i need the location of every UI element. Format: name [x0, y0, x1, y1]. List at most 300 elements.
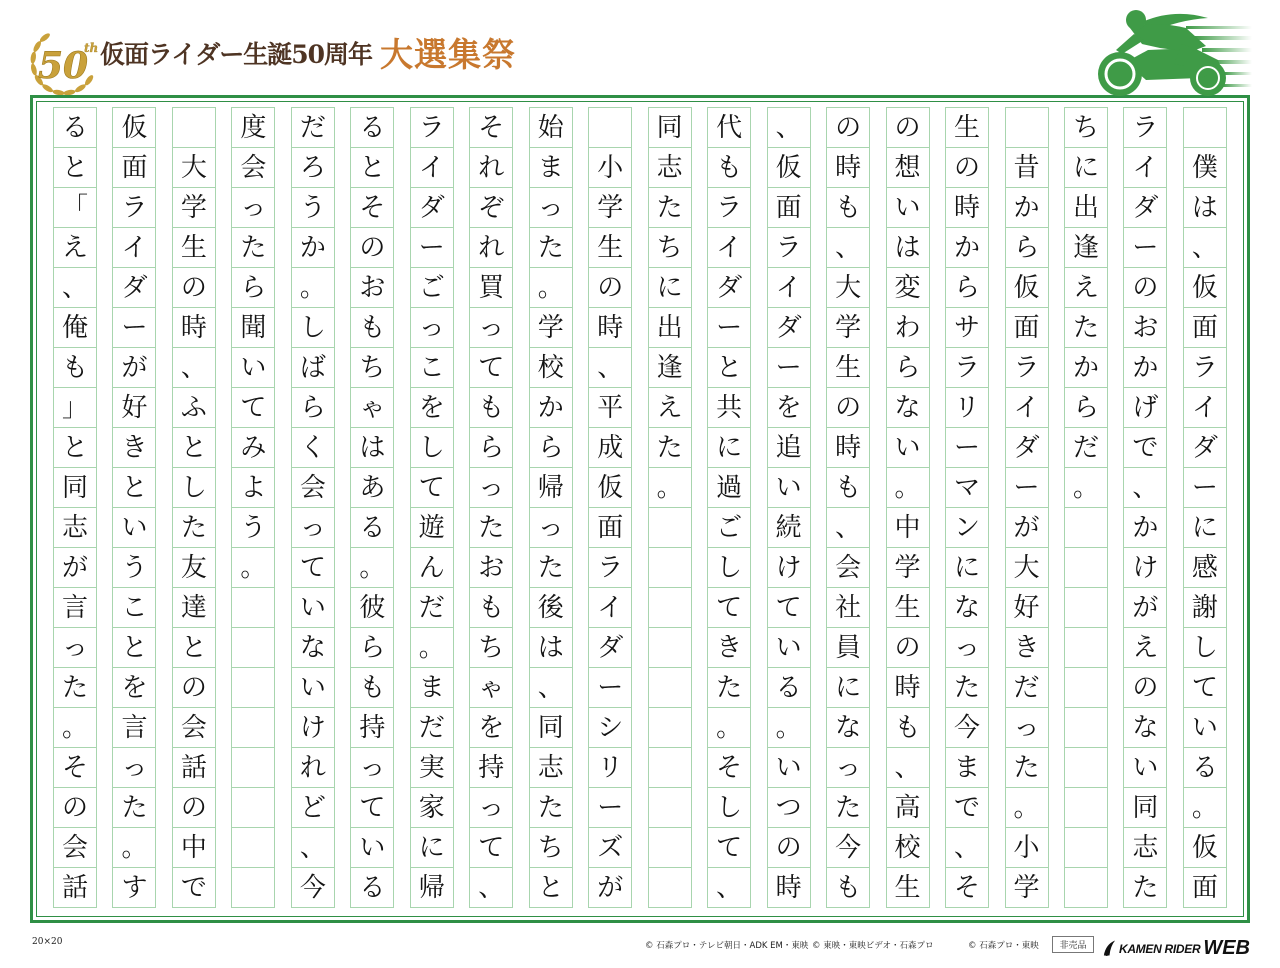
manuscript-cell: マ	[946, 468, 988, 508]
manuscript-cell: 」	[54, 388, 96, 428]
manuscript-cell: く	[292, 428, 334, 468]
manuscript-cell: ダ	[1006, 428, 1048, 468]
manuscript-cell: た	[827, 788, 869, 828]
manuscript-cell: 代	[708, 108, 750, 148]
manuscript-cell: で	[1124, 428, 1166, 468]
manuscript-cell: ラ	[946, 348, 988, 388]
manuscript-cell: い	[232, 348, 274, 388]
manuscript-cell: え	[54, 228, 96, 268]
manuscript-cell: 言	[113, 708, 155, 748]
manuscript-cell: 、	[768, 108, 810, 148]
manuscript-cell: 会	[827, 548, 869, 588]
manuscript-cell: あ	[351, 468, 393, 508]
manuscript-cell: 面	[589, 508, 631, 548]
manuscript-cell: 学	[827, 308, 869, 348]
manuscript-cell: だ	[1065, 428, 1107, 468]
manuscript-cell: す	[113, 868, 155, 908]
manuscript-cell: サ	[946, 308, 988, 348]
manuscript-cell: ー	[768, 348, 810, 388]
manuscript-cell: お	[1124, 308, 1166, 348]
manuscript-cell: 逢	[649, 348, 691, 388]
manuscript-cell: ら	[232, 268, 274, 308]
manuscript-cell: 時	[887, 668, 929, 708]
manuscript-column	[231, 107, 275, 908]
manuscript-cell: 、	[589, 348, 631, 388]
manuscript-cell: 。	[1065, 468, 1107, 508]
manuscript-cell: 話	[173, 748, 215, 788]
manuscript-cell: 家	[411, 788, 453, 828]
manuscript-cell: っ	[292, 508, 334, 548]
manuscript-cell: い	[887, 188, 929, 228]
manuscript-cell	[649, 788, 691, 828]
manuscript-cell: て	[470, 828, 512, 868]
manuscript-cell: の	[173, 668, 215, 708]
manuscript-cell: で	[946, 788, 988, 828]
manuscript-cell: と	[530, 868, 572, 908]
manuscript-cell: ち	[530, 828, 572, 868]
manuscript-cell: 学	[887, 548, 929, 588]
manuscript-cell: イ	[708, 228, 750, 268]
manuscript-cell: れ	[292, 748, 334, 788]
manuscript-cell: 共	[708, 388, 750, 428]
manuscript-cell: と	[173, 428, 215, 468]
manuscript-cell: も	[351, 308, 393, 348]
manuscript-cell: え	[649, 388, 691, 428]
manuscript-cell: か	[292, 228, 334, 268]
manuscript-cell	[649, 828, 691, 868]
manuscript-cell: 。	[411, 628, 453, 668]
manuscript-cell: の	[827, 388, 869, 428]
manuscript-cell: が	[589, 868, 631, 908]
logo-number: 50	[38, 45, 89, 87]
manuscript-cell: ら	[887, 348, 929, 388]
manuscript-cell: ダ	[708, 268, 750, 308]
manuscript-cell: た	[530, 548, 572, 588]
manuscript-cell: 。	[232, 548, 274, 588]
manuscript-cell: に	[1065, 148, 1107, 188]
manuscript-cell: げ	[1124, 388, 1166, 428]
manuscript-cell: る	[768, 668, 810, 708]
manuscript-cell: た	[232, 228, 274, 268]
manuscript-cell: イ	[1184, 388, 1226, 428]
manuscript-column	[291, 107, 335, 908]
manuscript-cell: っ	[530, 508, 572, 548]
manuscript-cell: っ	[113, 748, 155, 788]
manuscript-cell	[1065, 828, 1107, 868]
manuscript-cell: 出	[649, 308, 691, 348]
manuscript-cell: ダ	[589, 628, 631, 668]
manuscript-cell: 。	[1184, 788, 1226, 828]
manuscript-cell: 会	[54, 828, 96, 868]
manuscript-cell: き	[708, 628, 750, 668]
manuscript-cell: お	[470, 548, 512, 588]
manuscript-cell: う	[232, 508, 274, 548]
manuscript-cell: っ	[470, 308, 512, 348]
manuscript-cell: か	[1065, 348, 1107, 388]
manuscript-cell: 持	[470, 748, 512, 788]
manuscript-cell: い	[1124, 748, 1166, 788]
manuscript-cell: は	[530, 628, 572, 668]
manuscript-column	[1123, 107, 1167, 908]
manuscript-cell: イ	[1124, 148, 1166, 188]
manuscript-cell: も	[470, 588, 512, 628]
manuscript-cell: 面	[768, 188, 810, 228]
manuscript-cell: っ	[530, 188, 572, 228]
manuscript-cell	[232, 708, 274, 748]
manuscript-cell: 。	[54, 708, 96, 748]
manuscript-cell: い	[292, 668, 334, 708]
manuscript-cell: そ	[946, 868, 988, 908]
manuscript-cell: し	[173, 468, 215, 508]
manuscript-cell: 好	[1006, 588, 1048, 628]
manuscript-cell: 過	[708, 468, 750, 508]
manuscript-column	[469, 107, 513, 908]
manuscript-cell: と	[173, 628, 215, 668]
title-main: 仮面ライダー生誕50周年	[100, 39, 373, 69]
manuscript-cell: 時	[173, 308, 215, 348]
manuscript-cell: し	[708, 788, 750, 828]
manuscript-column	[1183, 107, 1227, 908]
manuscript-cell: こ	[113, 588, 155, 628]
manuscript-cell: ら	[1065, 388, 1107, 428]
manuscript-cell: の	[173, 268, 215, 308]
manuscript-cell: イ	[768, 268, 810, 308]
manuscript-cell	[649, 548, 691, 588]
manuscript-cell: 仮	[1184, 268, 1226, 308]
manuscript-cell: の	[887, 628, 929, 668]
manuscript-cell: ち	[470, 628, 512, 668]
manuscript-cell: 、	[827, 228, 869, 268]
manuscript-cell: 会	[173, 708, 215, 748]
manuscript-cell: 、	[470, 868, 512, 908]
manuscript-cell: 好	[113, 388, 155, 428]
manuscript-cell: た	[1065, 308, 1107, 348]
manuscript-cell: 大	[827, 268, 869, 308]
manuscript-cell: 同	[54, 468, 96, 508]
manuscript-column	[945, 107, 989, 908]
manuscript-column	[1064, 107, 1108, 908]
manuscript-cell: る	[351, 868, 393, 908]
copyright-line: © 石森プロ・東映	[968, 941, 1039, 951]
manuscript-cell: っ	[470, 788, 512, 828]
manuscript-cell: の	[827, 108, 869, 148]
manuscript-cell: る	[351, 508, 393, 548]
manuscript-cell: 。	[708, 708, 750, 748]
manuscript-cell: 生	[827, 348, 869, 388]
manuscript-cell: ズ	[589, 828, 631, 868]
manuscript-cell: ぞ	[470, 188, 512, 228]
manuscript-cell: は	[1184, 188, 1226, 228]
manuscript-cell: 面	[113, 148, 155, 188]
manuscript-cell: ふ	[173, 388, 215, 428]
manuscript-cell: ま	[946, 748, 988, 788]
manuscript-cell: ら	[351, 628, 393, 668]
manuscript-cell: 学	[530, 308, 572, 348]
manuscript-cell: の	[1124, 268, 1166, 308]
manuscript-column	[886, 107, 930, 908]
manuscript-cell	[232, 588, 274, 628]
manuscript-cell: 、	[173, 348, 215, 388]
manuscript-cell: 小	[589, 148, 631, 188]
manuscript-cell: ち	[649, 228, 691, 268]
manuscript-cell: な	[946, 588, 988, 628]
manuscript-cell	[649, 628, 691, 668]
manuscript-cell: ば	[292, 348, 334, 388]
manuscript-cell: 。	[292, 268, 334, 308]
manuscript-cell: い	[292, 588, 334, 628]
manuscript-cell: た	[1124, 868, 1166, 908]
manuscript-cell: 同	[530, 708, 572, 748]
manuscript-cell: イ	[1006, 388, 1048, 428]
manuscript-cell: も	[827, 868, 869, 908]
manuscript-cell: 、	[946, 828, 988, 868]
manuscript-cell: 彼	[351, 588, 393, 628]
manuscript-cell: ま	[411, 668, 453, 708]
manuscript-cell: 後	[530, 588, 572, 628]
manuscript-cell: 遊	[411, 508, 453, 548]
manuscript-cell: な	[292, 628, 334, 668]
manuscript-cell: イ	[411, 148, 453, 188]
manuscript-cell: 昔	[1006, 148, 1048, 188]
manuscript-cell: の	[946, 148, 988, 188]
manuscript-cell: だ	[411, 708, 453, 748]
copyright-line: © 東映・東映ビデオ・石森プロ	[812, 941, 934, 951]
manuscript-cell: と	[113, 628, 155, 668]
manuscript-cell: 仮	[113, 108, 155, 148]
manuscript-cell: た	[649, 428, 691, 468]
manuscript-cell: 友	[173, 548, 215, 588]
manuscript-cell: 今	[292, 868, 334, 908]
manuscript-cell: ら	[292, 388, 334, 428]
manuscript-cell: そ	[470, 108, 512, 148]
manuscript-cell: い	[887, 428, 929, 468]
manuscript-cell: た	[113, 788, 155, 828]
manuscript-cell: を	[470, 708, 512, 748]
manuscript-cell: ー	[708, 308, 750, 348]
manuscript-cell	[1065, 788, 1107, 828]
manuscript-cell: ら	[530, 428, 572, 468]
manuscript-cell: 会	[292, 468, 334, 508]
manuscript-cell: か	[1124, 508, 1166, 548]
manuscript-cell: 小	[1006, 828, 1048, 868]
manuscript-cell: 変	[887, 268, 929, 308]
manuscript-cell: っ	[946, 628, 988, 668]
manuscript-cell: だ	[411, 588, 453, 628]
manuscript-cell: が	[54, 548, 96, 588]
manuscript-cell: っ	[54, 628, 96, 668]
manuscript-column	[648, 107, 692, 908]
manuscript-cell: ゃ	[470, 668, 512, 708]
manuscript-cell: 生	[887, 588, 929, 628]
manuscript-cell: て	[708, 828, 750, 868]
manuscript-cell: る	[54, 108, 96, 148]
manuscript-cell: も	[708, 148, 750, 188]
manuscript-cell: て	[708, 588, 750, 628]
manuscript-cell: 。	[1006, 788, 1048, 828]
manuscript-cell: 時	[768, 868, 810, 908]
manuscript-cell: っ	[1006, 708, 1048, 748]
manuscript-cell: 面	[1006, 308, 1048, 348]
manuscript-cell: ち	[351, 348, 393, 388]
manuscript-cell: ダ	[768, 308, 810, 348]
manuscript-cell: 生	[173, 228, 215, 268]
manuscript-cell: シ	[589, 708, 631, 748]
manuscript-cell: 実	[411, 748, 453, 788]
manuscript-cell	[232, 828, 274, 868]
manuscript-cell: 今	[946, 708, 988, 748]
manuscript-column	[112, 107, 156, 908]
manuscript-cell: た	[946, 668, 988, 708]
manuscript-cell	[1065, 868, 1107, 908]
manuscript-cell: ラ	[1124, 108, 1166, 148]
anniversary-50th-logo-icon	[24, 20, 102, 96]
manuscript-cell: 想	[887, 148, 929, 188]
manuscript-cell: 志	[530, 748, 572, 788]
manuscript-cell: け	[1124, 548, 1166, 588]
manuscript-cell: け	[292, 708, 334, 748]
manuscript-cell: 始	[530, 108, 572, 148]
manuscript-cell: も	[887, 708, 929, 748]
manuscript-cell: 仮	[768, 148, 810, 188]
manuscript-cell: か	[946, 228, 988, 268]
manuscript-cell: う	[292, 188, 334, 228]
manuscript-cell: ま	[530, 148, 572, 188]
manuscript-cell: よ	[232, 468, 274, 508]
manuscript-cell: 員	[827, 628, 869, 668]
manuscript-cell: の	[54, 788, 96, 828]
manuscript-cell	[649, 508, 691, 548]
manuscript-cell: に	[649, 268, 691, 308]
manuscript-column	[350, 107, 394, 908]
manuscript-cell: 、	[292, 828, 334, 868]
manuscript-cell: れ	[470, 228, 512, 268]
manuscript-cell	[232, 748, 274, 788]
manuscript-column	[588, 107, 632, 908]
manuscript-cell: っ	[351, 748, 393, 788]
manuscript-cell: わ	[887, 308, 929, 348]
manuscript-cell: つ	[768, 788, 810, 828]
manuscript-column	[529, 107, 573, 908]
manuscript-cell: し	[1184, 628, 1226, 668]
manuscript-cell: な	[1124, 708, 1166, 748]
manuscript-cell: は	[887, 228, 929, 268]
manuscript-cell: え	[1065, 268, 1107, 308]
manuscript-cell: い	[113, 508, 155, 548]
manuscript-cell: 追	[768, 428, 810, 468]
kamen-rider-web-logo	[1102, 932, 1250, 958]
manuscript-cell	[1065, 548, 1107, 588]
manuscript-cell: て	[470, 348, 512, 388]
manuscript-cell: 学	[1006, 868, 1048, 908]
manuscript-cell: ラ	[1006, 348, 1048, 388]
manuscript-cell: の	[1124, 668, 1166, 708]
manuscript-cell: 大	[1006, 548, 1048, 588]
manuscript-cell: 時	[946, 188, 988, 228]
manuscript-cell: ー	[1184, 468, 1226, 508]
manuscript-cell: 仮	[589, 468, 631, 508]
manuscript-cell: と	[351, 148, 393, 188]
manuscript-cell: て	[411, 468, 453, 508]
rider-emblem-icon	[1102, 938, 1117, 958]
site-logo-name: KAMEN RIDER	[1118, 942, 1201, 956]
manuscript-cell: が	[1006, 508, 1048, 548]
manuscript-cell: し	[708, 548, 750, 588]
manuscript-cell: イ	[113, 228, 155, 268]
manuscript-cell: 買	[470, 268, 512, 308]
manuscript-cell: 。	[351, 548, 393, 588]
manuscript-cell: 成	[589, 428, 631, 468]
manuscript-cell	[1065, 748, 1107, 788]
manuscript-cell: ー	[113, 308, 155, 348]
manuscript-cell	[649, 668, 691, 708]
manuscript-cell: 高	[887, 788, 929, 828]
manuscript-cell: 時	[827, 148, 869, 188]
manuscript-column	[410, 107, 454, 908]
manuscript-cell: の	[173, 788, 215, 828]
manuscript-cell: 仮	[1184, 828, 1226, 868]
manuscript-cell: ラ	[113, 188, 155, 228]
manuscript-cell: に	[411, 828, 453, 868]
manuscript-cell: い	[768, 748, 810, 788]
manuscript-cell	[1006, 108, 1048, 148]
copyright-line: © 石森プロ・テレビ朝日・ADK EM・東映	[645, 941, 809, 951]
manuscript-cell: 平	[589, 388, 631, 428]
manuscript-cell: る	[1184, 748, 1226, 788]
manuscript-cell: ち	[1065, 108, 1107, 148]
manuscript-cell	[173, 108, 215, 148]
manuscript-cell: も	[351, 668, 393, 708]
manuscript-cell: そ	[54, 748, 96, 788]
manuscript-cell: を	[411, 388, 453, 428]
manuscript-cell: ー	[589, 788, 631, 828]
manuscript-cell	[1065, 588, 1107, 628]
manuscript-cell: か	[1124, 348, 1166, 388]
manuscript-cell: も	[827, 468, 869, 508]
manuscript-cell: 感	[1184, 548, 1226, 588]
manuscript-cell: て	[351, 788, 393, 828]
manuscript-cell: 志	[54, 508, 96, 548]
manuscript-cell	[1065, 668, 1107, 708]
manuscript-cell: 聞	[232, 308, 274, 348]
manuscript-cell	[232, 788, 274, 828]
manuscript-cell: っ	[827, 748, 869, 788]
manuscript-cell: ー	[411, 228, 453, 268]
title-accent: 大選集祭	[380, 34, 517, 74]
manuscript-cell: 面	[1184, 308, 1226, 348]
manuscript-cell: か	[530, 388, 572, 428]
manuscript-cell: 帰	[411, 868, 453, 908]
manuscript-cell: 。	[649, 468, 691, 508]
manuscript-cell: に	[946, 548, 988, 588]
manuscript-cell: 、	[1184, 228, 1226, 268]
manuscript-cell: 逢	[1065, 228, 1107, 268]
manuscript-cell: 続	[768, 508, 810, 548]
manuscript-cell: 、	[530, 668, 572, 708]
site-logo-suffix: WEB	[1203, 937, 1250, 959]
manuscript-cell: を	[113, 668, 155, 708]
manuscript-cell: い	[768, 468, 810, 508]
manuscript-cell: 謝	[1184, 588, 1226, 628]
manuscript-cell: ダ	[1124, 188, 1166, 228]
manuscript-cell: が	[113, 348, 155, 388]
manuscript-cell: の	[768, 828, 810, 868]
manuscript-cell	[649, 868, 691, 908]
manuscript-cell: ん	[411, 548, 453, 588]
manuscript-cell: ン	[946, 508, 988, 548]
manuscript-cell: 大	[173, 148, 215, 188]
manuscript-cell: け	[768, 548, 810, 588]
manuscript-cell: ろ	[292, 148, 334, 188]
